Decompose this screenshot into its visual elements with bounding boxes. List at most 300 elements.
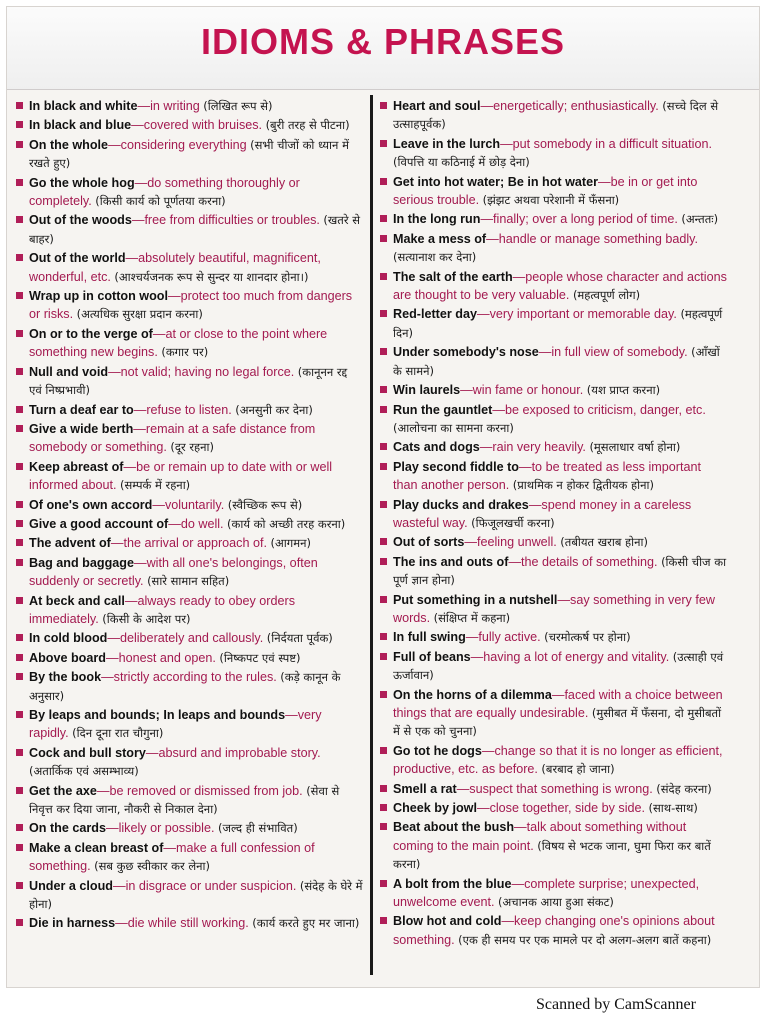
idiom-entry bbox=[15, 174, 363, 211]
idiom-definition: in writing bbox=[150, 99, 200, 113]
idiom-term: In black and blue bbox=[29, 118, 132, 133]
bullet-icon bbox=[16, 216, 23, 223]
hindi-meaning: (विषय से भटक जाना, घुमा फिरा कर बातें करना) bbox=[393, 838, 711, 872]
idiom-definition: be removed or dismissed from job. bbox=[109, 783, 303, 798]
idiom-term: By the book bbox=[29, 670, 102, 685]
idiom-definition: very rapidly. bbox=[29, 708, 322, 741]
idiom-term: Leave in the lurch bbox=[393, 136, 501, 151]
bullet-icon bbox=[16, 368, 23, 375]
dash-separator: — bbox=[557, 592, 571, 607]
idiom-entry bbox=[15, 554, 363, 591]
dash-separator: — bbox=[508, 554, 522, 569]
idiom-definition: considering everything bbox=[120, 137, 247, 152]
idiom-term: Cheek by jowl bbox=[393, 801, 477, 816]
idiom-entry bbox=[15, 668, 363, 705]
idiom-definition: be in or get into serious trouble. bbox=[393, 174, 698, 208]
idiom-entry bbox=[15, 116, 363, 134]
dash-separator: — bbox=[124, 593, 138, 608]
dash-separator: — bbox=[152, 497, 165, 512]
idiom-term: The salt of the earth bbox=[393, 269, 513, 284]
idiom-definition: people whose character and actions are thought to be very valuable. bbox=[393, 269, 727, 303]
idiom-term: Heart and soul bbox=[393, 99, 481, 113]
bullet-icon bbox=[380, 596, 387, 603]
bullet-icon bbox=[16, 749, 23, 756]
idiom-definition: do well. bbox=[180, 516, 224, 531]
dash-separator: — bbox=[481, 743, 495, 758]
dash-separator: — bbox=[470, 649, 484, 664]
idiom-entry bbox=[379, 210, 727, 228]
hindi-meaning: (अचानक आया हुआ संकट) bbox=[498, 895, 614, 910]
idiom-entry bbox=[379, 591, 727, 628]
idiom-entry bbox=[15, 706, 363, 743]
idiom-entry bbox=[379, 343, 727, 380]
hindi-meaning: (जल्द ही संभावित) bbox=[217, 821, 298, 836]
hindi-meaning: (सब कुछ स्वीकार कर लेना) bbox=[94, 859, 210, 874]
hindi-meaning: (एक ही समय पर एक मामले पर दो अलग-अलग बातें कहना) bbox=[458, 932, 712, 947]
dash-separator: — bbox=[456, 781, 470, 796]
dash-separator: — bbox=[514, 820, 527, 835]
idiom-definition: not valid; having no legal force. bbox=[120, 364, 295, 379]
idiom-definition: covered with bruises. bbox=[143, 118, 263, 133]
bullet-icon bbox=[16, 406, 23, 413]
hindi-meaning: (सच्चे दिल से उत्साहपूर्वक) bbox=[393, 99, 719, 132]
bullet-icon bbox=[16, 919, 23, 926]
hindi-meaning: (लिखित रूप से) bbox=[203, 99, 273, 113]
dash-separator: — bbox=[460, 383, 473, 398]
hindi-meaning: (फिजूलखर्ची करना) bbox=[471, 515, 555, 530]
idiom-term: Smell a rat bbox=[393, 781, 457, 796]
hindi-meaning: (मुसीबत में फँसना, दो मुसीबतों में से एक को चुनना) bbox=[393, 706, 722, 739]
bullet-icon bbox=[16, 673, 23, 680]
idiom-entry bbox=[379, 381, 727, 399]
idiom-definition: finally; over a long period of time. bbox=[493, 212, 678, 227]
idiom-term: On the cards bbox=[29, 821, 106, 836]
hindi-meaning: (चरमोत्कर्ष पर होना) bbox=[544, 630, 631, 645]
idiom-term: Make a clean breast of bbox=[29, 840, 164, 855]
idiom-term: A bolt from the blue bbox=[393, 876, 512, 891]
dash-separator: — bbox=[133, 421, 146, 436]
hindi-meaning: (किसी चीज का पूर्ण ज्ञान होना) bbox=[393, 554, 727, 588]
hindi-meaning: (दूर रहना) bbox=[170, 440, 215, 455]
bullet-icon bbox=[380, 386, 387, 393]
bullet-icon bbox=[380, 501, 387, 508]
idiom-term: On the horns of a dilemma bbox=[393, 687, 552, 702]
idiom-term: Out of sorts bbox=[393, 535, 465, 550]
idiom-definition: change so that it is no longer as efficient, productive, etc. as before. bbox=[393, 743, 723, 777]
idiom-definition: put somebody in a difficult situation. bbox=[512, 136, 712, 151]
idiom-entry bbox=[15, 515, 363, 533]
dash-separator: — bbox=[528, 497, 542, 512]
dash-separator: — bbox=[110, 536, 124, 551]
dash-separator: — bbox=[137, 99, 151, 113]
hindi-meaning: (यश प्राप्त करना) bbox=[586, 383, 661, 398]
idiom-definition: be exposed to criticism, danger, etc. bbox=[504, 402, 706, 417]
idiom-term: Run the gauntlet bbox=[393, 402, 493, 417]
hindi-meaning: (किसी कार्य को पूर्णतया करना) bbox=[95, 194, 226, 209]
hindi-meaning: (सत्यानाश कर देना) bbox=[393, 250, 477, 265]
dash-separator: — bbox=[123, 459, 137, 474]
dash-separator: — bbox=[105, 821, 119, 836]
idiom-term: Of one's own accord bbox=[29, 497, 153, 512]
bullet-icon bbox=[16, 711, 23, 718]
bullet-icon bbox=[16, 292, 23, 299]
idiom-definition: in disgrace or under suspicion. bbox=[125, 878, 297, 893]
bullet-icon bbox=[380, 178, 387, 185]
idiom-term: Beat about the bush bbox=[393, 820, 515, 835]
idiom-entry bbox=[15, 136, 363, 173]
hindi-meaning: (साथ-साथ) bbox=[648, 801, 698, 816]
idiom-entry bbox=[15, 914, 363, 932]
idiom-term: On or to the verge of bbox=[29, 326, 153, 341]
hindi-meaning: (आगमन) bbox=[270, 536, 311, 551]
idiom-definition: say something in very few words. bbox=[393, 592, 715, 625]
bullet-icon bbox=[16, 597, 23, 604]
hindi-meaning: (दिन दूना रात चौगुना) bbox=[72, 726, 164, 741]
bullet-icon bbox=[16, 824, 23, 831]
hindi-meaning: (प्राथमिक न होकर द्वितीयक होना) bbox=[512, 478, 654, 493]
idiom-entry bbox=[15, 649, 363, 667]
hindi-meaning: (कगार पर) bbox=[161, 345, 209, 360]
idiom-entry bbox=[15, 744, 363, 781]
bullet-icon bbox=[380, 823, 387, 830]
idiom-term: Out of the world bbox=[29, 251, 126, 266]
hindi-meaning: (सम्पर्क में रहना) bbox=[120, 478, 191, 493]
dash-separator: — bbox=[101, 670, 114, 685]
idiom-term: Cock and bull story bbox=[29, 745, 146, 760]
bullet-icon bbox=[380, 558, 387, 565]
right-column bbox=[379, 97, 727, 950]
dash-separator: — bbox=[152, 326, 166, 341]
idiom-definition: to be treated as less important than another person. bbox=[393, 459, 701, 493]
bullet-icon bbox=[380, 463, 387, 470]
dash-separator: — bbox=[145, 745, 159, 760]
bullet-icon bbox=[380, 691, 387, 698]
hindi-meaning: (अनसुनी कर देना) bbox=[235, 402, 313, 417]
idiom-entry bbox=[15, 401, 363, 419]
idiom-term: Bag and baggage bbox=[29, 555, 134, 570]
dash-separator: — bbox=[492, 402, 505, 417]
idiom-term: Blow hot and cold bbox=[393, 914, 502, 929]
idiom-entry bbox=[15, 420, 363, 457]
idiom-definition: absolutely beautiful, magnificent, wonderful, etc. bbox=[29, 251, 321, 284]
idiom-entry bbox=[15, 97, 363, 115]
bullet-icon bbox=[380, 443, 387, 450]
hindi-meaning: (सेवा से निवृत्त कर दिया जाना, नौकरी से निकाल देना) bbox=[29, 783, 340, 817]
hindi-meaning: (बुरी तरह से पीटना) bbox=[265, 118, 350, 133]
idiom-entry bbox=[379, 458, 727, 495]
idiom-entry bbox=[379, 401, 727, 438]
idiom-entry bbox=[379, 268, 727, 305]
dash-separator: — bbox=[131, 118, 144, 133]
idiom-entry bbox=[15, 782, 363, 819]
hindi-meaning: (अत्यधिक सुरक्षा प्रदान करना) bbox=[76, 307, 203, 322]
bullet-icon bbox=[380, 917, 387, 924]
scanned-page bbox=[6, 6, 760, 988]
bullet-icon bbox=[16, 330, 23, 337]
idiom-term: Out of the woods bbox=[29, 213, 132, 228]
idiom-definition: voluntarily. bbox=[164, 497, 225, 512]
idiom-entry bbox=[379, 533, 727, 551]
dash-separator: — bbox=[476, 801, 490, 816]
idiom-definition: suspect that something is wrong. bbox=[469, 781, 653, 796]
hindi-meaning: (निष्कपट एवं स्पष्ट) bbox=[219, 650, 301, 665]
bullet-icon bbox=[16, 425, 23, 432]
dash-separator: — bbox=[133, 402, 147, 417]
idiom-term: Give a wide berth bbox=[29, 421, 134, 436]
idiom-term: The advent of bbox=[29, 536, 111, 551]
idiom-definition: absurd and improbable story. bbox=[158, 745, 321, 760]
bullet-icon bbox=[16, 634, 23, 641]
idiom-term: Get into hot water; Be in hot water bbox=[393, 174, 599, 189]
hindi-meaning: (किसी के आदेश पर) bbox=[102, 611, 191, 626]
dash-separator: — bbox=[112, 878, 126, 893]
idiom-definition: very important or memorable day. bbox=[489, 307, 677, 322]
idiom-definition: energetically; enthusiastically. bbox=[493, 99, 659, 113]
idiom-term: Above board bbox=[29, 650, 106, 665]
idiom-term: At beck and call bbox=[29, 593, 125, 608]
idiom-definition: spend money in a careless wasteful way. bbox=[393, 497, 692, 530]
idiom-term: Full of beans bbox=[393, 649, 471, 664]
idiom-entry bbox=[379, 742, 727, 779]
idiom-entry bbox=[379, 230, 727, 267]
idiom-term: Go the whole hog bbox=[29, 175, 135, 190]
bullet-icon bbox=[380, 785, 387, 792]
idiom-term: In cold blood bbox=[29, 631, 108, 646]
hindi-meaning: (सभी चीजों को ध्यान में रखते हुए) bbox=[29, 137, 349, 171]
idiom-term: Play ducks and drakes bbox=[393, 497, 529, 512]
idiom-term: In black and white bbox=[29, 99, 138, 113]
dash-separator: — bbox=[134, 175, 148, 190]
idiom-definition: fully active. bbox=[478, 630, 541, 645]
idiom-definition: in full view of somebody. bbox=[551, 345, 688, 360]
idiom-entry bbox=[15, 629, 363, 647]
idiom-entry bbox=[379, 648, 727, 685]
dash-separator: — bbox=[486, 231, 499, 246]
idiom-definition: faced with a choice between things that are equally undesirable. bbox=[393, 687, 723, 720]
bullet-icon bbox=[16, 102, 23, 109]
bullet-icon bbox=[16, 882, 23, 889]
hindi-meaning: (आँखों के सामने) bbox=[393, 345, 720, 378]
idiom-entry bbox=[379, 686, 727, 741]
idiom-entry bbox=[379, 553, 727, 590]
hindi-meaning: (कार्य को अच्छी तरह करना) bbox=[227, 516, 346, 531]
bullet-icon bbox=[16, 121, 23, 128]
idiom-entry bbox=[379, 496, 727, 533]
bullet-icon bbox=[380, 880, 387, 887]
idiom-term: By leaps and bounds; In leaps and bounds bbox=[29, 708, 286, 722]
idiom-entry bbox=[15, 839, 363, 876]
idiom-term: Give a good account of bbox=[29, 516, 169, 531]
dash-separator: — bbox=[480, 99, 494, 113]
bullet-icon bbox=[16, 559, 23, 566]
bullet-icon bbox=[16, 654, 23, 661]
idiom-entry bbox=[15, 819, 363, 837]
idiom-definition: honest and open. bbox=[118, 650, 216, 665]
hindi-meaning: (अतार्किक एवं असम्भाव्य) bbox=[29, 764, 139, 779]
dash-separator: — bbox=[167, 289, 181, 304]
bullet-icon bbox=[380, 273, 387, 280]
idiom-definition: protect too much from dangers or risks. bbox=[29, 289, 353, 322]
left-column bbox=[15, 97, 363, 934]
idiom-term: Under a cloud bbox=[29, 878, 113, 893]
dash-separator: — bbox=[512, 269, 526, 284]
dash-separator: — bbox=[465, 630, 479, 645]
idiom-entry bbox=[379, 912, 727, 949]
hindi-meaning: (झंझट अथवा परेशानी में फँसना) bbox=[482, 193, 620, 208]
hindi-meaning: (आश्चर्यजनक रूप से सुन्दर या शानदार होना।) bbox=[114, 269, 309, 284]
idiom-term: Make a mess of bbox=[393, 231, 487, 246]
idiom-definition: do something thoroughly or completely. bbox=[29, 175, 300, 209]
idiom-term: Die in harness bbox=[29, 916, 116, 931]
idiom-definition: win fame or honour. bbox=[472, 383, 584, 398]
idiom-term: Red-letter day bbox=[393, 307, 477, 322]
idiom-term: Wrap up in cotton wool bbox=[29, 289, 168, 304]
hindi-meaning: (स्वैच्छिक रूप से) bbox=[227, 497, 303, 512]
hindi-meaning: (तबीयत खराब होना) bbox=[560, 535, 648, 550]
bullet-icon bbox=[380, 804, 387, 811]
dash-separator: — bbox=[285, 708, 298, 722]
page-title: IDIOMS & PHRASES bbox=[200, 21, 566, 62]
dash-separator: — bbox=[501, 914, 515, 929]
idiom-definition: free from difficulties or troubles. bbox=[144, 213, 320, 228]
dash-separator: — bbox=[105, 650, 119, 665]
bullet-icon bbox=[16, 539, 23, 546]
bullet-icon bbox=[380, 102, 387, 109]
idiom-entry bbox=[379, 799, 727, 817]
idiom-definition: having a lot of energy and vitality. bbox=[483, 649, 670, 664]
dash-separator: — bbox=[131, 213, 145, 228]
bullet-icon bbox=[380, 348, 387, 355]
dash-separator: — bbox=[511, 876, 525, 891]
idiom-term: Keep abreast of bbox=[29, 459, 124, 474]
scanner-watermark: Scanned by CamScanner bbox=[536, 996, 696, 1013]
dash-separator: — bbox=[476, 307, 490, 322]
hindi-meaning: (निर्दयता पूर्वक) bbox=[266, 631, 333, 646]
idiom-term: Go tot he dogs bbox=[393, 743, 482, 758]
idiom-entry bbox=[15, 249, 363, 286]
dash-separator: — bbox=[464, 535, 477, 550]
idiom-entry bbox=[379, 305, 727, 342]
idiom-definition: remain at a safe distance from somebody or something. bbox=[29, 421, 316, 455]
hindi-meaning: (मूसलाधार वर्षा होना) bbox=[589, 440, 681, 455]
idiom-term: Put something in a nutshell bbox=[393, 592, 558, 607]
idiom-entry bbox=[379, 438, 727, 456]
dash-separator: — bbox=[518, 459, 532, 474]
hindi-meaning: (कड़े कानून के अनुसार) bbox=[29, 670, 341, 703]
title-banner bbox=[7, 7, 759, 90]
idiom-term: Under somebody's nose bbox=[393, 345, 539, 360]
bullet-icon bbox=[380, 633, 387, 640]
idiom-term: Cats and dogs bbox=[393, 440, 480, 455]
idiom-definition: the arrival or approach of. bbox=[123, 536, 267, 551]
idiom-entry bbox=[15, 287, 363, 324]
dash-separator: — bbox=[115, 916, 128, 931]
idiom-entry bbox=[379, 780, 727, 798]
dash-separator: — bbox=[163, 840, 176, 855]
idiom-definition: handle or manage something badly. bbox=[498, 231, 699, 246]
hindi-meaning: (बरबाद हो जाना) bbox=[541, 762, 615, 777]
idiom-entry bbox=[15, 325, 363, 362]
idiom-definition: rain very heavily. bbox=[492, 440, 586, 455]
bullet-icon bbox=[16, 141, 23, 148]
idiom-entry bbox=[379, 875, 727, 912]
bullet-icon bbox=[380, 235, 387, 242]
dash-separator: — bbox=[133, 555, 147, 570]
hindi-meaning: (महत्वपूर्ण लोग) bbox=[572, 288, 641, 303]
dash-separator: — bbox=[598, 174, 611, 189]
idiom-definition: deliberately and callously. bbox=[119, 631, 264, 646]
idiom-term: Play second fiddle to bbox=[393, 459, 519, 474]
bullet-icon bbox=[380, 653, 387, 660]
bullet-icon bbox=[16, 501, 23, 508]
idiom-entry bbox=[379, 818, 727, 873]
bullet-icon bbox=[16, 254, 23, 261]
idiom-entry bbox=[15, 592, 363, 629]
idiom-entry bbox=[15, 458, 363, 495]
bullet-icon bbox=[380, 140, 387, 147]
idiom-term: Turn a deaf ear to bbox=[29, 402, 134, 417]
idiom-definition: make a full confession of something. bbox=[29, 840, 315, 874]
bullet-icon bbox=[380, 406, 387, 413]
idiom-entry bbox=[15, 363, 363, 400]
dash-separator: — bbox=[107, 631, 120, 646]
bullet-icon bbox=[16, 463, 23, 470]
idiom-definition: be or remain up to date with or well informed about. bbox=[29, 459, 333, 493]
idiom-entry bbox=[15, 877, 363, 914]
hindi-meaning: (महत्वपूर्ण दिन) bbox=[393, 307, 723, 340]
idiom-definition: at or close to the point where something new begins. bbox=[29, 326, 328, 360]
bullet-icon bbox=[16, 520, 23, 527]
idiom-entry bbox=[379, 135, 727, 172]
dash-separator: — bbox=[551, 687, 565, 702]
idiom-entry bbox=[15, 534, 363, 552]
bullet-icon bbox=[380, 215, 387, 222]
hindi-meaning: (खतरे से बाहर) bbox=[29, 213, 360, 246]
idiom-term: Null and void bbox=[29, 364, 109, 379]
hindi-meaning: (कार्य करते हुए मर जाना) bbox=[252, 916, 360, 931]
idiom-entry bbox=[15, 496, 363, 514]
idiom-definition: with all one's belongings, often suddenly or secretly. bbox=[29, 555, 318, 589]
bullet-icon bbox=[16, 179, 23, 186]
hindi-meaning: (संदेह करना) bbox=[656, 781, 712, 796]
idiom-definition: strictly according to the rules. bbox=[113, 670, 277, 685]
hindi-meaning: (उत्साही एवं ऊर्जावान) bbox=[393, 649, 724, 683]
dash-separator: — bbox=[479, 440, 493, 455]
idiom-term: In the long run bbox=[393, 212, 481, 227]
idiom-definition: refuse to listen. bbox=[146, 402, 232, 417]
dash-separator: — bbox=[108, 137, 121, 152]
idiom-entry bbox=[379, 97, 727, 134]
hindi-meaning: (सारे सामान सहित) bbox=[147, 574, 230, 589]
dash-separator: — bbox=[125, 251, 139, 266]
idiom-entry bbox=[15, 211, 363, 248]
dash-separator: — bbox=[96, 783, 110, 798]
bullet-icon bbox=[380, 747, 387, 754]
column-divider bbox=[370, 95, 373, 975]
hindi-meaning: (संदेह के घेरे में होना) bbox=[29, 878, 363, 912]
idiom-term: On the whole bbox=[29, 137, 109, 152]
idiom-entry bbox=[379, 173, 727, 210]
hindi-meaning: (आलोचना का सामना करना) bbox=[393, 420, 514, 435]
idiom-definition: the details of something. bbox=[521, 554, 658, 569]
idiom-term: In full swing bbox=[393, 630, 466, 645]
hindi-meaning: (संक्षिप्त में कहना) bbox=[433, 610, 511, 625]
hindi-meaning: (विपत्ति या कठिनाई में छोड़ देना) bbox=[393, 155, 530, 170]
idiom-term: Get the axe bbox=[29, 783, 97, 798]
idiom-definition: always ready to obey orders immediately. bbox=[29, 593, 295, 626]
bullet-icon bbox=[16, 787, 23, 794]
bullet-icon bbox=[380, 538, 387, 545]
